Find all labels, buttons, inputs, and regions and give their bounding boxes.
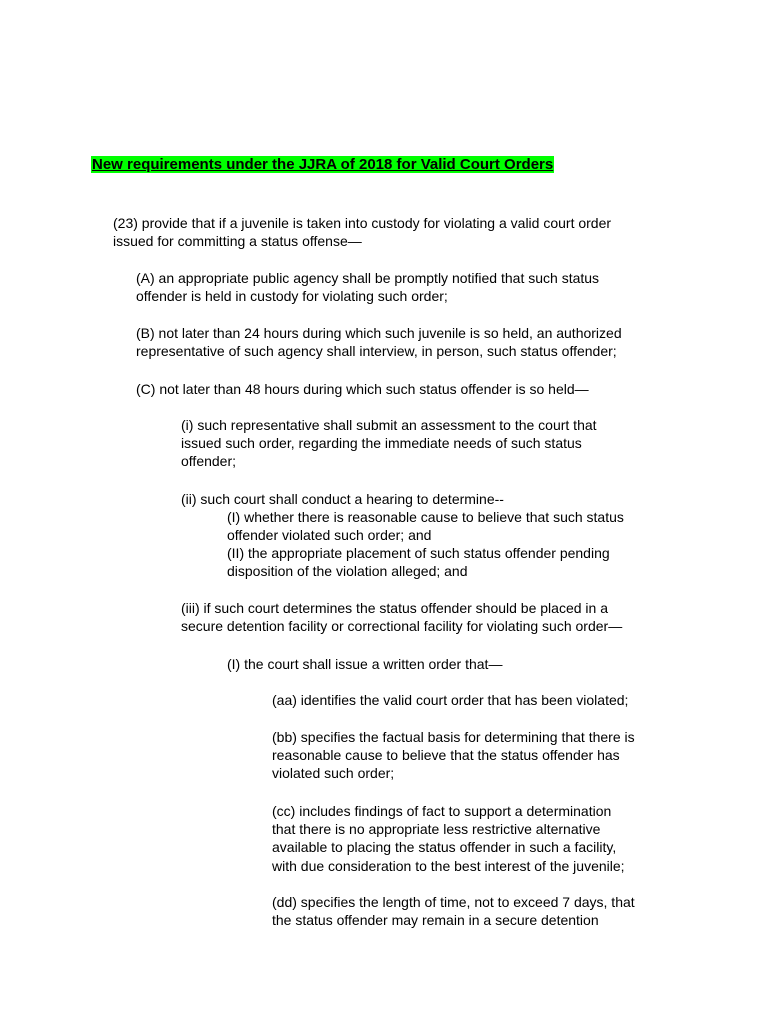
heading-text: New requirements under the JJRA of 2018 for Valid Court Orders xyxy=(92,156,554,173)
document-heading xyxy=(91,155,554,175)
paragraph-c-iii: (iii) if such court determines the status offender should be placed in a secure detention facility or correctional facility for violating such order— xyxy=(181,600,623,635)
paragraph-c-ii: (ii) such court shall conduct a hearing to determine-- xyxy=(181,491,504,507)
paragraph-c-ii-II: (II) the appropriate placement of such status offender pending disposition of the violation alleged; and xyxy=(227,545,610,580)
paragraph-c: (C) not later than 48 hours during which such status offender is so held— xyxy=(136,381,589,397)
paragraph-a: (A) an appropriate public agency shall be promptly notified that such status offender is held in custody for violating such order; xyxy=(136,270,600,305)
paragraph-bb: (bb) specifies the factual basis for determining that there is reasonable cause to believe that the status offender has violated such order; xyxy=(272,729,635,782)
paragraph-b: (B) not later than 24 hours during which such juvenile is so held, an authorized representative of such agency shall interview, in person, such status offender; xyxy=(136,325,622,360)
paragraph-aa: (aa) identifies the valid court order that has been violated; xyxy=(272,692,629,708)
paragraph-dd: (dd) specifies the length of time, not to exceed 7 days, that the status offender may remain in a secure detention xyxy=(272,894,635,929)
paragraph-23: (23) provide that if a juvenile is taken into custody for violating a valid court order issued for committing a status offense— xyxy=(113,215,612,250)
paragraph-c-i: (i) such representative shall submit an assessment to the court that issued such order, regarding the immediate needs of such status offender; xyxy=(181,417,597,470)
paragraph-c-ii-I: (I) whether there is reasonable cause to believe that such status offender violated such order; and xyxy=(227,509,624,544)
paragraph-c-iii-I: (I) the court shall issue a written order that— xyxy=(227,656,503,672)
paragraph-cc: (cc) includes findings of fact to support a determination that there is no appropriate less restrictive alternative available to placing the status offender in such a facility, with due consideration to the best interest of the juvenile; xyxy=(272,803,625,874)
